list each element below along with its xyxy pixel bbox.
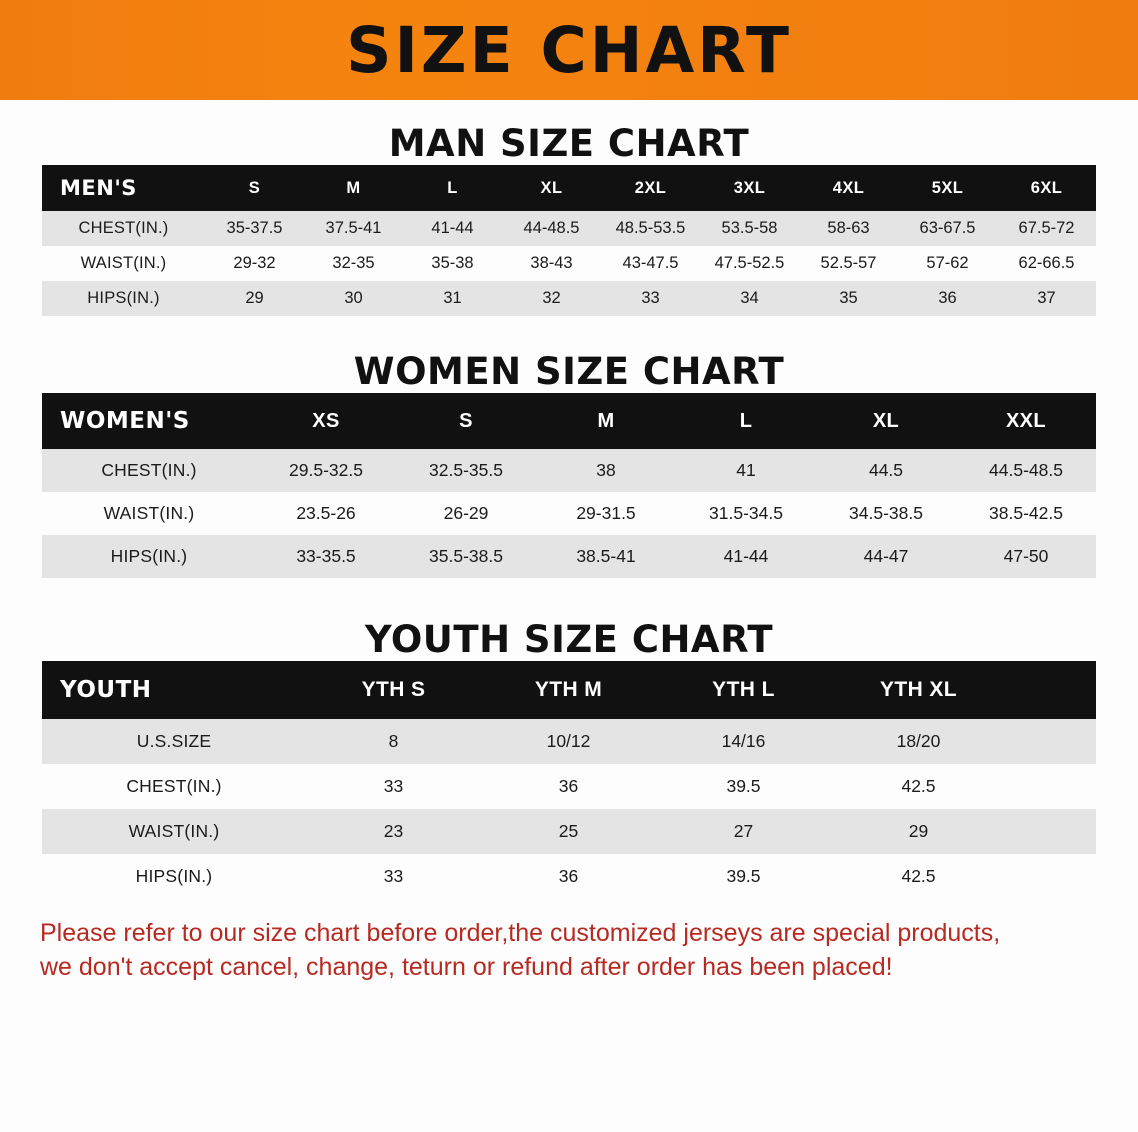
man-cell: 37.5-41 [304, 211, 403, 246]
women-cell: 38.5-42.5 [956, 492, 1096, 535]
women-size-header: XL [816, 393, 956, 449]
man-size-header: 2XL [601, 165, 700, 211]
table-row [42, 535, 1096, 578]
women-header-row [42, 393, 1096, 449]
women-cell: 44.5 [816, 449, 956, 492]
women-size-header: XXL [956, 393, 1096, 449]
women-cell: 32.5-35.5 [396, 449, 536, 492]
youth-size-header: YTH XL [831, 661, 1006, 719]
youth-cell-spacer [1006, 719, 1096, 764]
man-size-header: 4XL [799, 165, 898, 211]
man-section-title: MAN SIZE CHART [388, 122, 750, 165]
women-cell: 29-31.5 [536, 492, 676, 535]
man-cell: 32 [502, 281, 601, 316]
youth-cell: 39.5 [656, 854, 831, 899]
youth-cell: 39.5 [656, 764, 831, 809]
women-table-wrap [42, 393, 1096, 578]
man-corner-label: MEN'S [42, 165, 205, 211]
man-row-label: HIPS(IN.) [42, 281, 205, 316]
women-cell: 26-29 [396, 492, 536, 535]
man-row-label: WAIST(IN.) [42, 246, 205, 281]
disclaimer-line-2: we don't accept cancel, change, teturn or refund after order has been placed! [40, 952, 893, 981]
women-section-title: WOMEN SIZE CHART [353, 350, 785, 393]
man-cell: 34 [700, 281, 799, 316]
table-row [42, 719, 1096, 764]
women-cell: 44.5-48.5 [956, 449, 1096, 492]
man-size-header: L [403, 165, 502, 211]
women-cell: 38.5-41 [536, 535, 676, 578]
women-cell: 29.5-32.5 [256, 449, 396, 492]
disclaimer-line-1: Please refer to our size chart before order,the customized jerseys are special products, [40, 919, 1001, 947]
women-size-table [42, 393, 1096, 578]
man-cell: 63-67.5 [898, 211, 997, 246]
youth-cell: 33 [306, 854, 481, 899]
youth-size-header: YTH M [481, 661, 656, 719]
youth-header-row [42, 661, 1096, 719]
man-cell: 33 [601, 281, 700, 316]
women-cell: 31.5-34.5 [676, 492, 816, 535]
women-cell: 47-50 [956, 535, 1096, 578]
table-row [42, 449, 1096, 492]
man-table-wrap [42, 165, 1096, 316]
youth-size-table [42, 661, 1096, 899]
youth-size-header: YTH L [656, 661, 831, 719]
youth-cell: 33 [306, 764, 481, 809]
women-cell: 34.5-38.5 [816, 492, 956, 535]
man-row-label: CHEST(IN.) [42, 211, 205, 246]
man-cell: 58-63 [799, 211, 898, 246]
man-cell: 29 [205, 281, 304, 316]
man-cell: 62-66.5 [997, 246, 1096, 281]
man-size-header: XL [502, 165, 601, 211]
table-row [42, 281, 1096, 316]
youth-row-label: WAIST(IN.) [42, 809, 306, 854]
man-cell: 35-38 [403, 246, 502, 281]
youth-section-title: YOUTH SIZE CHART [364, 618, 774, 661]
youth-cell-spacer [1006, 854, 1096, 899]
header-banner [0, 0, 1138, 100]
women-cell: 33-35.5 [256, 535, 396, 578]
youth-cell: 23 [306, 809, 481, 854]
man-cell: 67.5-72 [997, 211, 1096, 246]
man-cell: 48.5-53.5 [601, 211, 700, 246]
man-cell: 29-32 [205, 246, 304, 281]
women-row-label: HIPS(IN.) [42, 535, 256, 578]
table-row [42, 246, 1096, 281]
youth-cell: 18/20 [831, 719, 1006, 764]
man-size-table [42, 165, 1096, 316]
women-row-label: CHEST(IN.) [42, 449, 256, 492]
man-cell: 38-43 [502, 246, 601, 281]
youth-cell-spacer [1006, 764, 1096, 809]
table-row [42, 492, 1096, 535]
women-size-header: L [676, 393, 816, 449]
youth-row-label: CHEST(IN.) [42, 764, 306, 809]
youth-cell: 42.5 [831, 854, 1006, 899]
youth-table-wrap [42, 661, 1096, 899]
youth-cell: 27 [656, 809, 831, 854]
women-row-label: WAIST(IN.) [42, 492, 256, 535]
women-corner-label: WOMEN'S [42, 393, 256, 449]
man-size-header: M [304, 165, 403, 211]
youth-cell: 36 [481, 764, 656, 809]
man-cell: 41-44 [403, 211, 502, 246]
man-cell: 30 [304, 281, 403, 316]
women-cell: 23.5-26 [256, 492, 396, 535]
man-header-row [42, 165, 1096, 211]
youth-row-label: U.S.SIZE [42, 719, 306, 764]
man-size-header: 3XL [700, 165, 799, 211]
man-cell: 52.5-57 [799, 246, 898, 281]
youth-row-label: HIPS(IN.) [42, 854, 306, 899]
youth-cell: 25 [481, 809, 656, 854]
man-cell: 31 [403, 281, 502, 316]
youth-corner-label: YOUTH [42, 661, 306, 719]
man-size-header: S [205, 165, 304, 211]
youth-size-header: YTH S [306, 661, 481, 719]
women-size-header: M [536, 393, 676, 449]
page-title: SIZE CHART [346, 13, 792, 87]
man-cell: 36 [898, 281, 997, 316]
youth-cell: 10/12 [481, 719, 656, 764]
disclaimer-note [40, 917, 1098, 985]
man-cell: 53.5-58 [700, 211, 799, 246]
youth-cell: 8 [306, 719, 481, 764]
women-cell: 41 [676, 449, 816, 492]
youth-cell: 36 [481, 854, 656, 899]
women-cell: 41-44 [676, 535, 816, 578]
man-cell: 44-48.5 [502, 211, 601, 246]
man-size-header: 5XL [898, 165, 997, 211]
table-row [42, 211, 1096, 246]
man-cell: 35-37.5 [205, 211, 304, 246]
youth-cell: 29 [831, 809, 1006, 854]
women-size-header: S [396, 393, 536, 449]
youth-cell: 42.5 [831, 764, 1006, 809]
women-cell: 35.5-38.5 [396, 535, 536, 578]
women-cell: 44-47 [816, 535, 956, 578]
man-cell: 43-47.5 [601, 246, 700, 281]
man-size-header: 6XL [997, 165, 1096, 211]
table-row [42, 809, 1096, 854]
youth-cell-spacer [1006, 809, 1096, 854]
youth-cell: 14/16 [656, 719, 831, 764]
women-size-header: XS [256, 393, 396, 449]
man-cell: 35 [799, 281, 898, 316]
women-cell: 38 [536, 449, 676, 492]
man-cell: 37 [997, 281, 1096, 316]
man-cell: 57-62 [898, 246, 997, 281]
table-row [42, 764, 1096, 809]
man-cell: 47.5-52.5 [700, 246, 799, 281]
man-cell: 32-35 [304, 246, 403, 281]
youth-header-spacer [1006, 661, 1096, 719]
table-row [42, 854, 1096, 899]
